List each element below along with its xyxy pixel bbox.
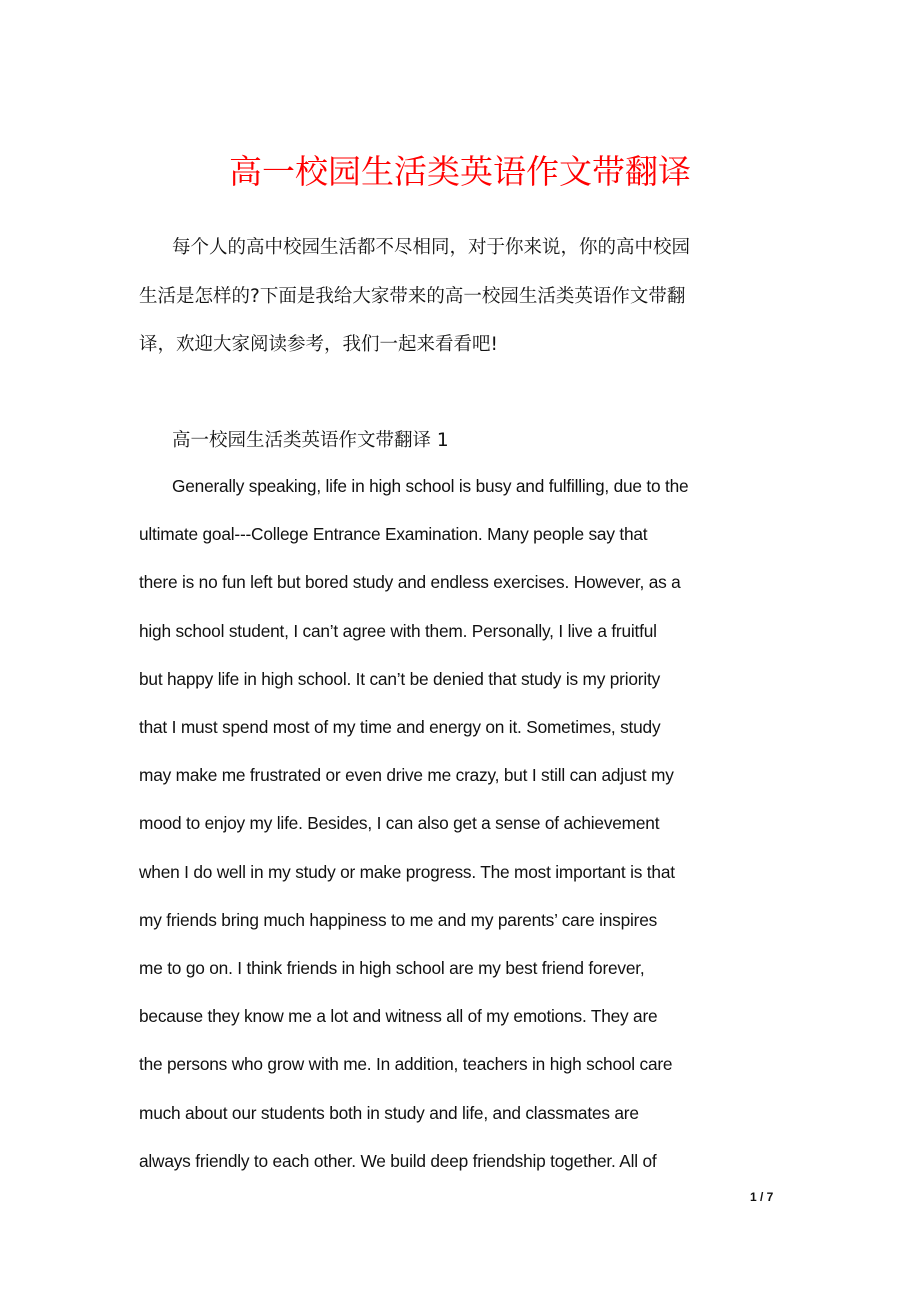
intro-line: 生活是怎样的?下面是我给大家带来的高一校园生活类英语作文带翻 <box>139 286 686 307</box>
page-number: 1 / 7 <box>750 1190 774 1204</box>
essay-line: mood to enjoy my life. Besides, I can also get a sense of achievement <box>139 813 660 834</box>
essay-line: but happy life in high school. It can’t be denied that study is my priority <box>139 668 661 689</box>
essay-line: because they know me a lot and witness all of my emotions. They are <box>139 1006 658 1027</box>
essay-line: the persons who grow with me. In addition, teachers in high school care <box>139 1054 673 1075</box>
essay-line: always friendly to each other. We build deep friendship together. All of <box>139 1150 657 1171</box>
essay-line: my friends bring much happiness to me and my parents’ care inspires <box>139 909 658 930</box>
essay-line: much about our students both in study and life, and classmates are <box>139 1102 639 1123</box>
essay-line: Generally speaking, life in high school is busy and fulfilling, due to the <box>172 476 689 496</box>
intro-line: 译，欢迎大家阅读参考，我们一起来看看吧! <box>139 334 498 355</box>
essay-line: me to go on. I think friends in high school are my best friend forever, <box>139 958 645 978</box>
document-title: 高一校园生活类英语作文带翻译 <box>229 152 691 191</box>
essay-line: may make me frustrated or even drive me crazy, but I still can adjust my <box>139 765 674 786</box>
essay-line: that I must spend most of my time and energy on it. Sometimes, study <box>139 717 661 737</box>
essay-line: there is no fun left but bored study and endless exercises. However, as a <box>139 572 681 593</box>
essay-line: ultimate goal---College Entrance Examination. Many people say that <box>139 524 648 545</box>
essay-line: high school student, I can’t agree with them. Personally, I live a fruitful <box>139 620 657 641</box>
essay-line: when I do well in my study or make progress. The most important is that <box>139 861 675 882</box>
intro-line: 每个人的高中校园生活都不尽相同，对于你来说，你的高中校园 <box>172 237 691 258</box>
section-heading: 高一校园生活类英语作文带翻译 1 <box>172 430 449 451</box>
